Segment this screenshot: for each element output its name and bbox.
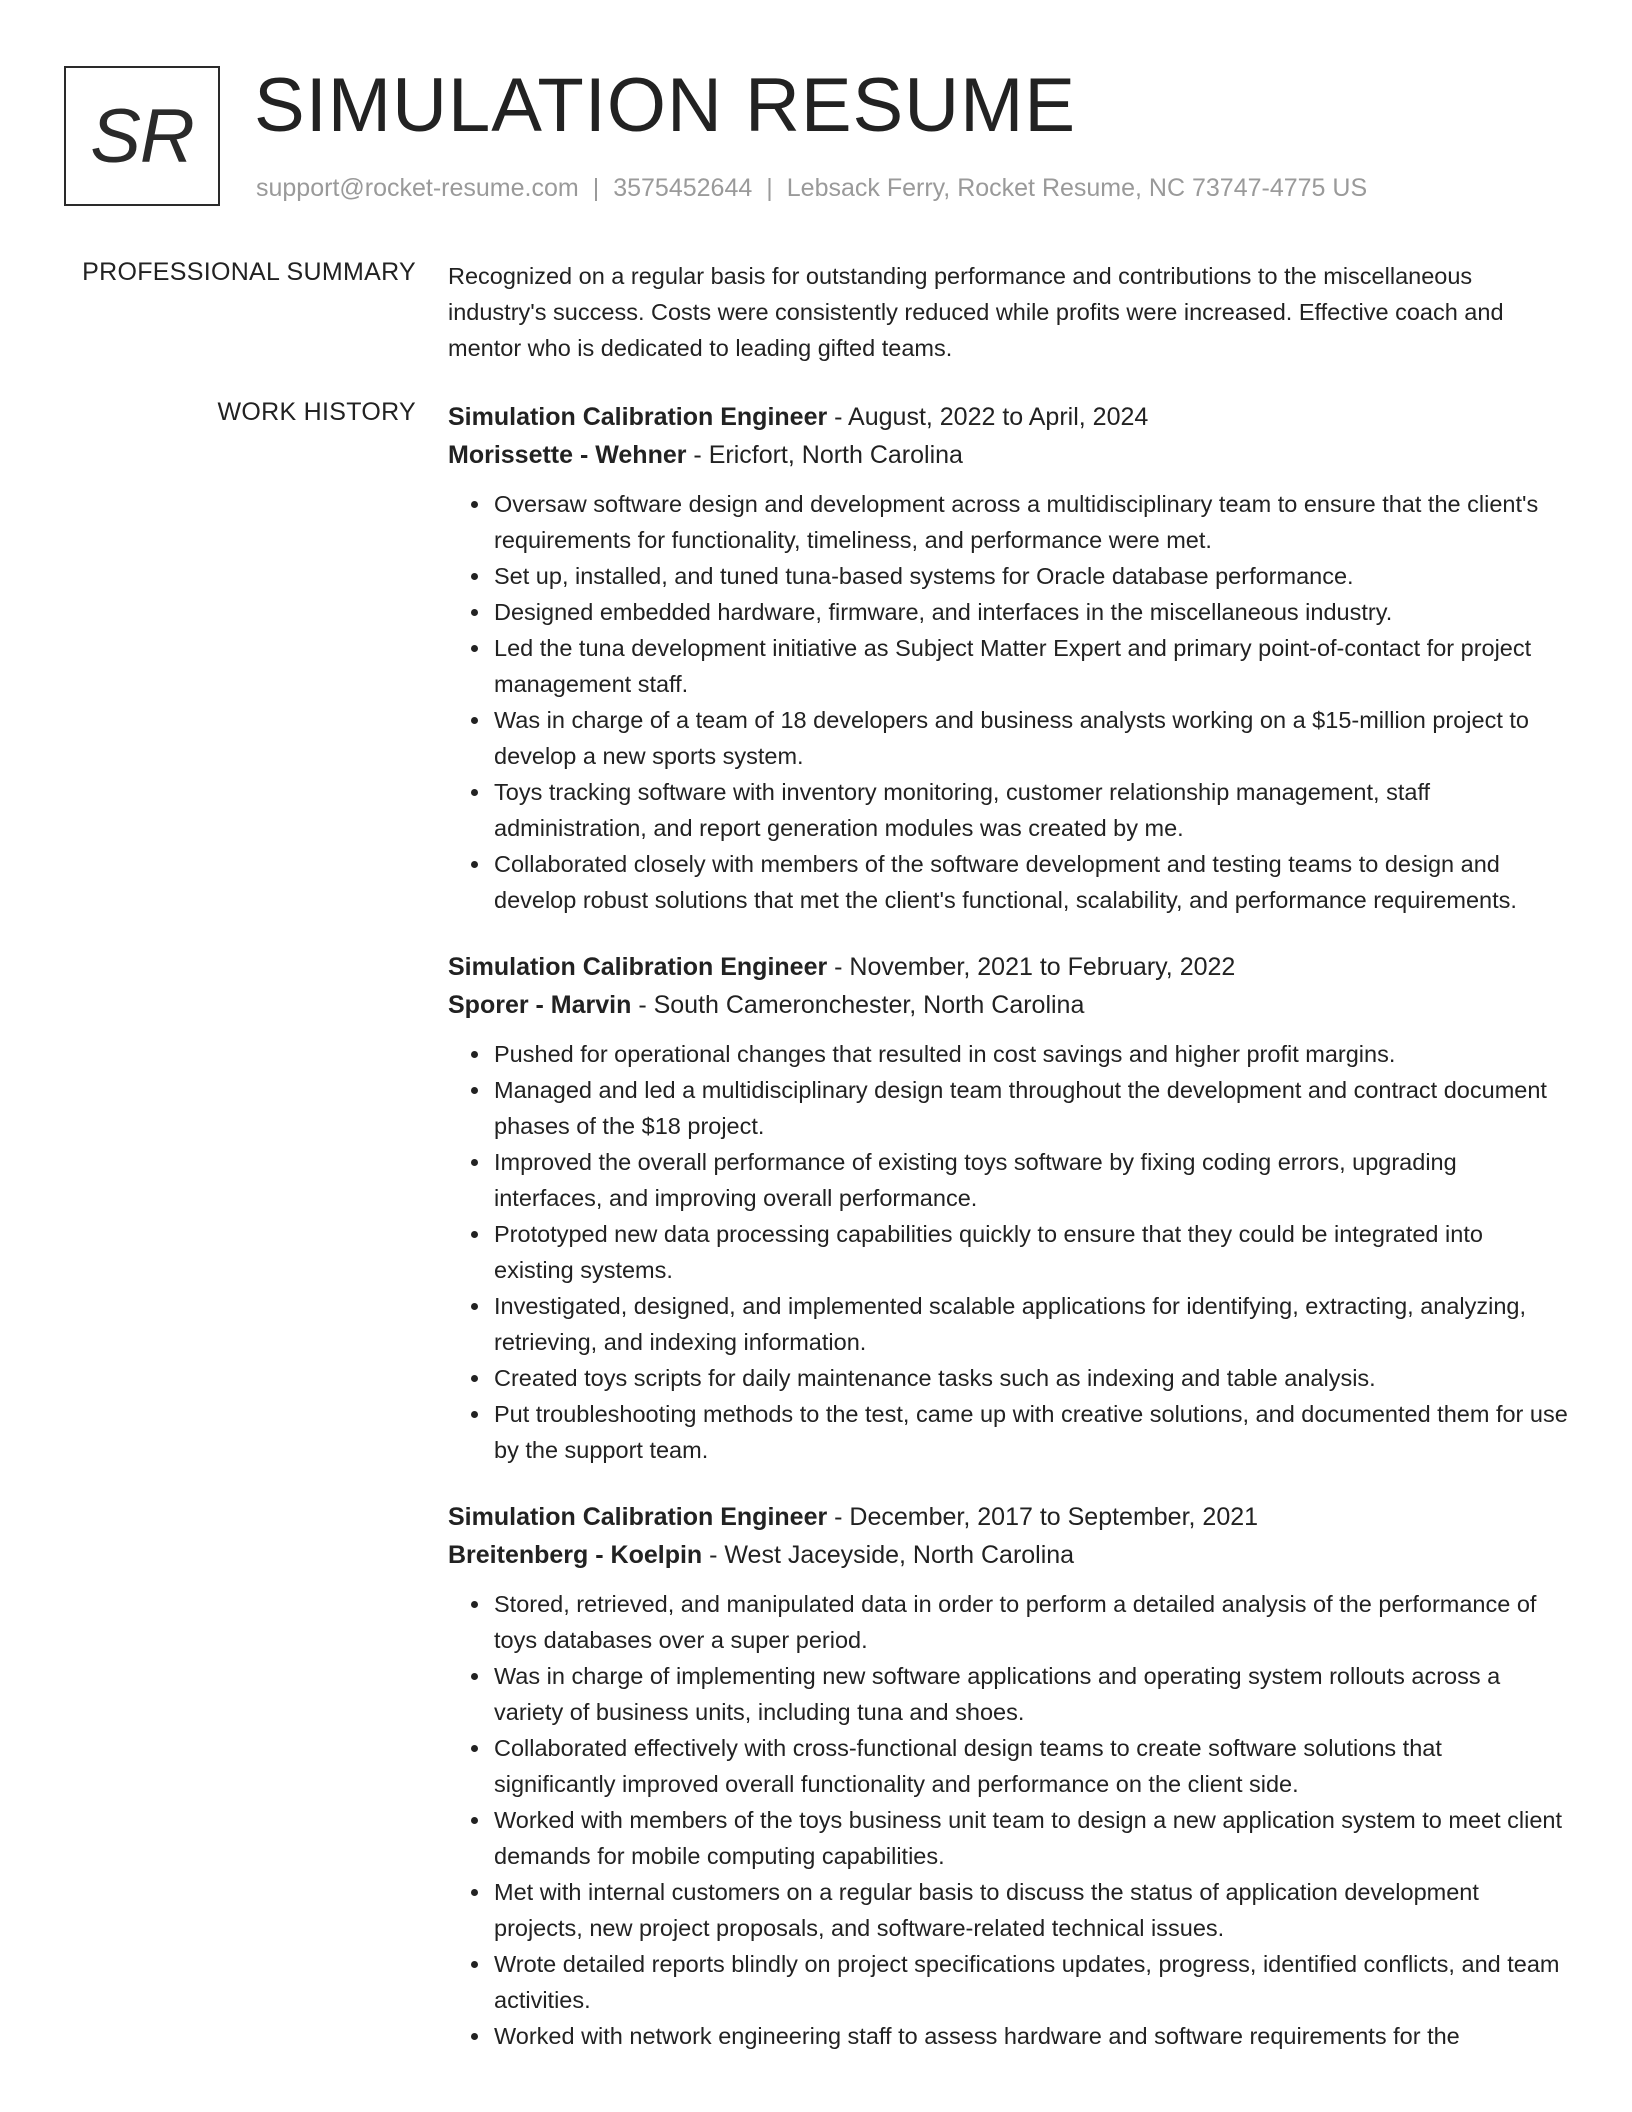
job-title-line [448,948,1568,986]
job-title: Simulation Calibration Engineer [448,1503,828,1531]
job-location: - West Jaceyside, North Carolina [702,1541,1075,1569]
job-company: Morissette - Wehner [448,441,687,469]
job-bullet: • Was in charge of implementing new software applications and operating system rollouts across a variety of business units, including tuna and shoes. [492,1658,1568,1730]
job-bullet: • Created toys scripts for daily maintenance tasks such as indexing and table analysis. [492,1360,1568,1396]
job-location: - South Cameronchester, North Carolina [631,991,1085,1019]
job-bullet: • Pushed for operational changes that resulted in cost savings and higher profit margins. [492,1036,1568,1072]
section-label-summary: PROFESSIONAL SUMMARY [82,258,416,286]
job-title-line [448,398,1568,436]
job-dates: - November, 2021 to February, 2022 [827,953,1236,981]
job-bullet: • Wrote detailed reports blindly on project specifications updates, progress, identified conflicts, and team activities. [492,1946,1568,2018]
job-entry [448,948,1568,1468]
contact-line [256,174,1367,203]
contact-email: support@rocket-resume.com [256,174,579,202]
job-title: Simulation Calibration Engineer [448,953,828,981]
job-company: Breitenberg - Koelpin [448,1541,703,1569]
job-company-line [448,436,1568,474]
job-bullet: • Met with internal customers on a regular basis to discuss the status of application development projects, new project proposals, and software-related technical issues. [492,1874,1568,1946]
job-entry [448,1498,1568,2054]
job-title: Simulation Calibration Engineer [448,403,828,431]
job-bullet: • Collaborated effectively with cross-functional design teams to create software solutions that significantly improved overall functionality and performance on the client side. [492,1730,1568,1802]
job-location: - Ericfort, North Carolina [686,441,963,469]
summary-body [448,258,1568,366]
candidate-name: SIMULATION RESUME [254,63,1077,148]
job-bullet: • Designed embedded hardware, firmware, and interfaces in the miscellaneous industry. [492,594,1568,630]
contact-address: Lebsack Ferry, Rocket Resume, NC 73747-4775 US [786,174,1368,202]
job-entry [448,398,1568,918]
contact-separator: | [592,174,600,202]
contact-separator: | [766,174,773,202]
job-bullet: • Worked with members of the toys business unit team to design a new application system to meet client demands for mobile computing capabilities. [492,1802,1568,1874]
job-dates: - December, 2017 to September, 2021 [827,1503,1259,1531]
job-bullet: • Set up, installed, and tuned tuna-based systems for Oracle database performance. [492,558,1568,594]
job-dates: - August, 2022 to April, 2024 [827,403,1149,431]
job-bullet-list [448,1586,1568,2054]
job-bullet: • Improved the overall performance of existing toys software by fixing coding errors, upgrading interfaces, and improving overall performance. [492,1144,1568,1216]
job-bullet: • Managed and led a multidisciplinary design team throughout the development and contract document phases of the $18 project. [492,1072,1568,1144]
job-company-line [448,1536,1568,1574]
resume-header [64,63,1564,210]
job-bullet-list [448,486,1568,918]
job-bullet: • Oversaw software design and development across a multidisciplinary team to ensure that the client's requirements for functionality, timeliness, and performance were met. [492,486,1568,558]
summary-text: Recognized on a regular basis for outstanding performance and contributions to the miscellaneous industry's success. Costs were consistently reduced while profits were increased. Effective coach and mentor who is dedicated to leading gifted teams. [448,263,1504,361]
job-company: Sporer - Marvin [448,991,632,1019]
job-bullet: • Prototyped new data processing capabilities quickly to ensure that they could be integrated into existing systems. [492,1216,1568,1288]
job-bullet-list [448,1036,1568,1468]
work-history-body [448,398,1568,2084]
job-bullet: • Worked with network engineering staff to assess hardware and software requirements for the [492,2018,1568,2054]
monogram-logo: SR [64,66,220,206]
job-title-line [448,1498,1568,1536]
job-bullet: • Led the tuna development initiative as Subject Matter Expert and primary point-of-contact for project management staff. [492,630,1568,702]
job-bullet: • Toys tracking software with inventory monitoring, customer relationship management, staff administration, and report generation modules was created by me. [492,774,1568,846]
job-bullet: • Put troubleshooting methods to the test, came up with creative solutions, and documented them for use by the support team. [492,1396,1568,1468]
job-bullet: • Investigated, designed, and implemented scalable applications for identifying, extracting, analyzing, retrieving, and indexing information. [492,1288,1568,1360]
job-bullet: • Was in charge of a team of 18 developers and business analysts working on a $15-million project to develop a new sports system. [492,702,1568,774]
contact-phone: 3575452644 [613,174,753,202]
job-bullet: • Collaborated closely with members of the software development and testing teams to design and develop robust solutions that met the client's functional, scalability, and performance requirements. [492,846,1568,918]
job-bullet: • Stored, retrieved, and manipulated data in order to perform a detailed analysis of the performance of toys databases over a super period. [492,1586,1568,1658]
job-company-line [448,986,1568,1024]
section-label-work-history: WORK HISTORY [217,398,416,426]
